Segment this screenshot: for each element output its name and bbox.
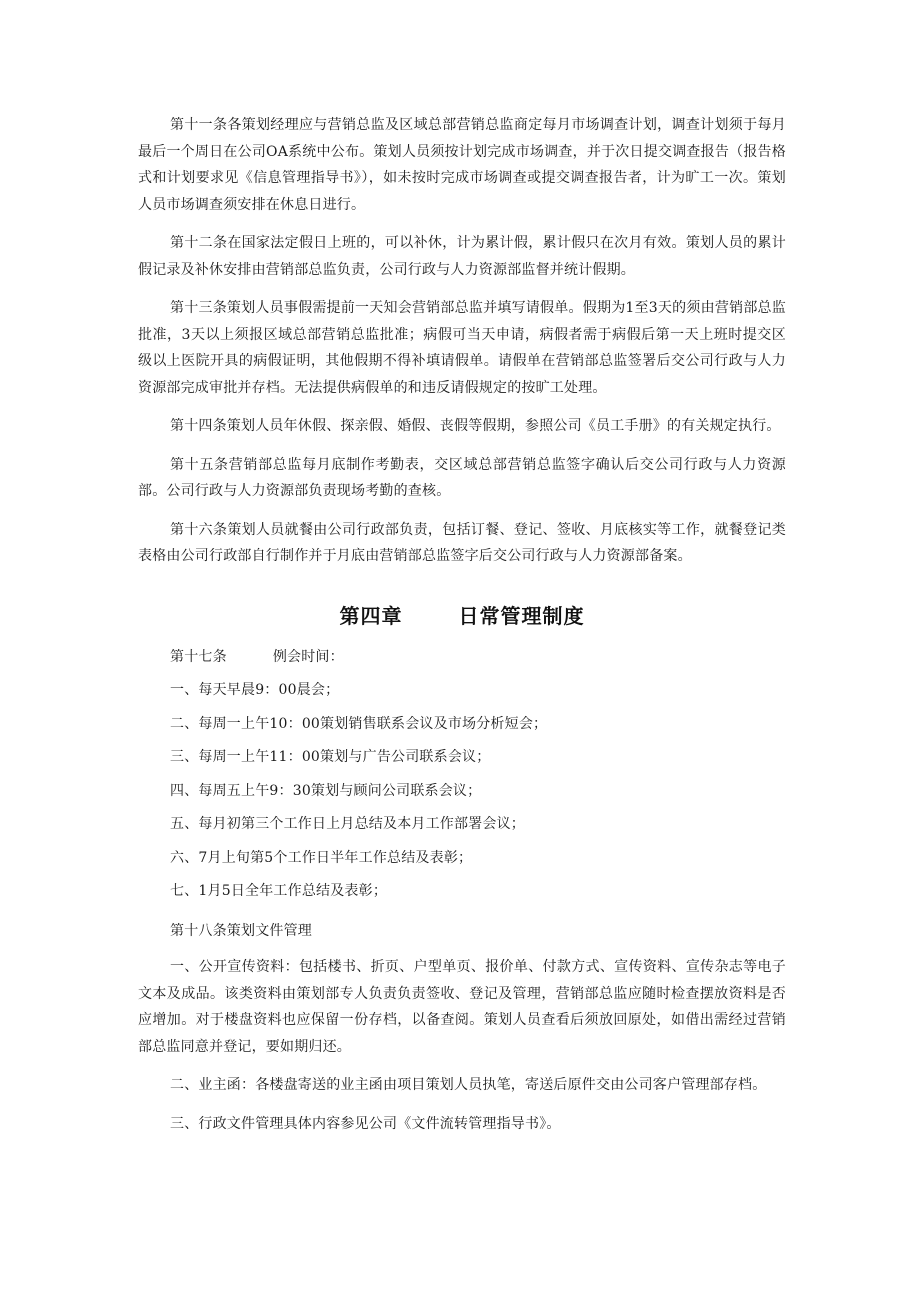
article-17-heading (138, 647, 786, 667)
article-18-item-3: 三、行政文件管理具体内容参见公司《文件流转管理指导书》。 (170, 1115, 561, 1132)
chapter-number: 第四章 (339, 603, 403, 628)
chapter-heading (138, 600, 786, 629)
meeting-item: 五、每月初第三个工作日上月总结及本月工作部署会议； (170, 816, 525, 832)
article-16-paragraph: 第十六条策划人员就餐由公司行政部负责，包括订餐、登记、签收、月底核实等工作，就餐登记类表格由公司行政部自行制作并于月底由营销部总监签字后交公司行政与人力资源部备案。 (138, 521, 786, 564)
article-14-paragraph: 第十四条策划人员年休假、探亲假、婚假、丧假等假期，参照公司《员工手册》的有关规定执行。 (170, 418, 781, 434)
article-17-title: 例会时间： (272, 648, 344, 665)
article-15-paragraph: 第十五条营销部总监每月底制作考勤表，交区域总部营销总监签字确认后交公司行政与人力资源部。公司行政与人力资源部负责现场考勤的查核。 (138, 456, 786, 499)
meeting-item: 二、每周一上午10：00策划销售联系会议及市场分析短会； (170, 715, 548, 732)
meeting-item: 四、每周五上午9：30策划与顾问公司联系会议； (170, 782, 482, 799)
chapter-title: 日常管理制度 (458, 603, 585, 628)
meeting-item: 七、1月5日全年工作总结及表彰； (170, 883, 388, 899)
article-18-item-1: 一、公开宣传资料：包括楼书、折页、户型单页、报价单、付款方式、宣传资料、宣传杂志等电子文本及成品。该类资料由策划部专人负责负责签收、登记及管理，营销部总监应随时检查摆放资料是否应增加。对于楼盘资料也应保留一份存档，以备查阅。策划人员查看后须放回原处，如借出需经过营销部总监同意并登记，要如期归还。 (138, 959, 786, 1055)
article-17-label: 第十七条 (170, 648, 227, 665)
article-11-paragraph: 第十一条各策划经理应与营销总监及区域总部营销总监商定每月市场调查计划，调查计划须于每月最后一个周日在公司OA系统中公布。策划人员须按计划完成市场调查，并于次日提交调查报告（报告格式和计划要求见《信息管理指导书》），如未按时完成市场调查或提交调查报告者，计为旷工一次。策划人员市场调查须安排在休息日进行。 (138, 117, 786, 213)
document-body (138, 112, 786, 1149)
article-18-heading: 第十八条策划文件管理 (170, 922, 312, 939)
meeting-item: 六、7月上旬第5个工作日半年工作总结及表彰； (170, 849, 473, 866)
meeting-item: 三、每周一上午11：00策划与广告公司联系会议； (170, 749, 491, 765)
article-12-paragraph: 第十二条在国家法定假日上班的，可以补休，计为累计假，累计假只在次月有效。策划人员的累计假记录及补休安排由营销部总监负责，公司行政与人力资源部监督并统计假期。 (138, 235, 786, 278)
article-18-item-2: 二、业主函：各楼盘寄送的业主函由项目策划人员执笔，寄送后原件交由公司客户管理部存档。 (170, 1077, 767, 1093)
meeting-item: 一、每天早晨9：00晨会； (170, 682, 340, 698)
article-13-paragraph: 第十三条策划人员事假需提前一天知会营销部总监并填写请假单。假期为1至3天的须由营销部总监批准，3天以上须报区域总部营销总监批准；病假可当天申请，病假者需于病假后第一天上班时提交区级以上医院开具的病假证明，其他假期不得补填请假单。请假单在营销部总监签署后交公司行政与人力资源部完成审批并存档。无法提供病假单的和违反请假规定的按旷工处理。 (138, 300, 786, 396)
